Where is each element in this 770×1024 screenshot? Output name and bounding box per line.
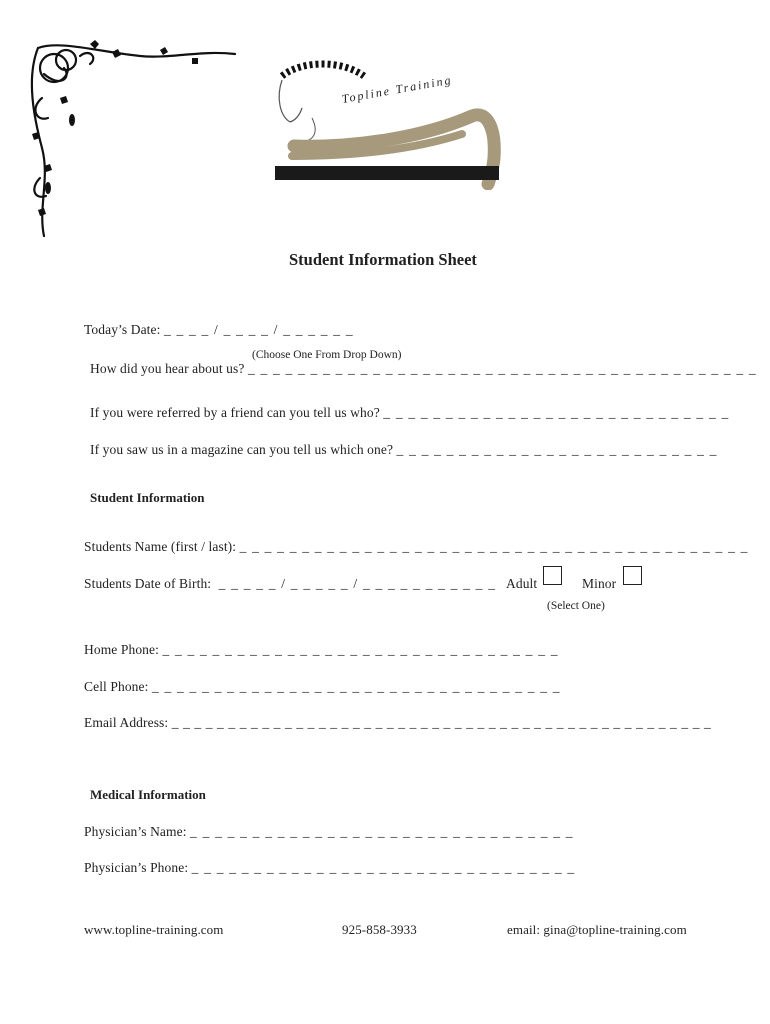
student-dob-label: Students Date of Birth:	[84, 576, 212, 591]
referred-label: If you were referred by a friend can you tell us who?	[90, 405, 380, 420]
student-name-field[interactable]: _ _ _ _ _ _ _ _ _ _ _ _ _ _ _ _ _ _ _ _ _ _ _ _ _ _ _ _ _ _ _ _ _ _ _ _ _ _ _ _ _	[239, 539, 749, 554]
page-title: Student Information Sheet	[289, 250, 477, 269]
hear-about-label: How did you hear about us?	[90, 361, 245, 376]
email-field[interactable]: _ _ _ _ _ _ _ _ _ _ _ _ _ _ _ _ _ _ _ _ _ _ _ _ _ _ _ _ _ _ _ _ _ _ _ _ _ _ _ _ _ _ _ _ _ _ _ _	[171, 715, 712, 730]
minor-checkbox[interactable]	[623, 566, 642, 585]
physician-name-row	[84, 824, 574, 840]
student-name-row	[84, 539, 749, 555]
logo-text: Topline Training	[340, 72, 454, 106]
cell-phone-label: Cell Phone:	[84, 679, 149, 694]
physician-phone-row	[84, 860, 575, 876]
email-label: Email Address:	[84, 715, 169, 730]
cell-phone-row	[84, 679, 561, 695]
horse-head-logo-icon	[272, 58, 502, 190]
footer-email[interactable]: email: gina@topline-training.com	[507, 922, 687, 937]
select-one-hint: (Select One)	[547, 600, 605, 612]
physician-phone-label: Physician’s Phone:	[84, 860, 189, 875]
email-row	[84, 715, 711, 731]
student-dob-field[interactable]: _ _ _ _ _ / _ _ _ _ _ / _ _ _ _ _ _ _ _ _ _ _	[218, 576, 497, 591]
student-name-label: Students Name (first / last):	[84, 539, 237, 554]
footer-website[interactable]: www.topline-training.com	[84, 922, 224, 937]
todays-date-field[interactable]: _ _ _ _ / _ _ _ _ / _ _ _ _ _ _	[163, 322, 354, 337]
todays-date-row	[84, 322, 354, 338]
student-info-heading: Student Information	[90, 490, 205, 505]
magazine-label: If you saw us in a magazine can you tell us which one?	[90, 442, 394, 457]
hear-about-dropdown[interactable]: _ _ _ _ _ _ _ _ _ _ _ _ _ _ _ _ _ _ _ _ _ _ _ _ _ _ _ _ _ _ _ _ _ _ _ _ _ _ _ _ _	[247, 361, 757, 376]
minor-label: Minor	[582, 576, 617, 591]
physician-name-field[interactable]: _ _ _ _ _ _ _ _ _ _ _ _ _ _ _ _ _ _ _ _ _ _ _ _ _ _ _ _ _ _ _	[190, 824, 574, 839]
magazine-field[interactable]: _ _ _ _ _ _ _ _ _ _ _ _ _ _ _ _ _ _ _ _ _ _ _ _ _ _	[396, 442, 718, 457]
topline-training-logo	[272, 58, 502, 190]
student-dob-row	[84, 576, 496, 592]
adult-label: Adult	[506, 576, 538, 591]
home-phone-field[interactable]: _ _ _ _ _ _ _ _ _ _ _ _ _ _ _ _ _ _ _ _ _ _ _ _ _ _ _ _ _ _ _ _	[162, 642, 559, 657]
hear-about-row	[90, 361, 757, 377]
magazine-row	[90, 442, 718, 458]
footer-phone: 925-858-3933	[342, 922, 417, 937]
cell-phone-field[interactable]: _ _ _ _ _ _ _ _ _ _ _ _ _ _ _ _ _ _ _ _ _ _ _ _ _ _ _ _ _ _ _ _ _	[151, 679, 561, 694]
physician-phone-field[interactable]: _ _ _ _ _ _ _ _ _ _ _ _ _ _ _ _ _ _ _ _ _ _ _ _ _ _ _ _ _ _ _	[191, 860, 576, 875]
referred-row	[90, 405, 729, 421]
home-phone-row	[84, 642, 559, 658]
physician-name-label: Physician’s Name:	[84, 824, 187, 839]
corner-vine-ornament	[20, 38, 240, 243]
drop-down-hint: (Choose One From Drop Down)	[252, 349, 402, 361]
referred-field[interactable]: _ _ _ _ _ _ _ _ _ _ _ _ _ _ _ _ _ _ _ _ _ _ _ _ _ _ _ _	[383, 405, 730, 420]
todays-date-label: Today’s Date:	[84, 322, 161, 337]
medical-info-heading: Medical Information	[90, 787, 206, 802]
adult-checkbox[interactable]	[543, 566, 562, 585]
home-phone-label: Home Phone:	[84, 642, 159, 657]
